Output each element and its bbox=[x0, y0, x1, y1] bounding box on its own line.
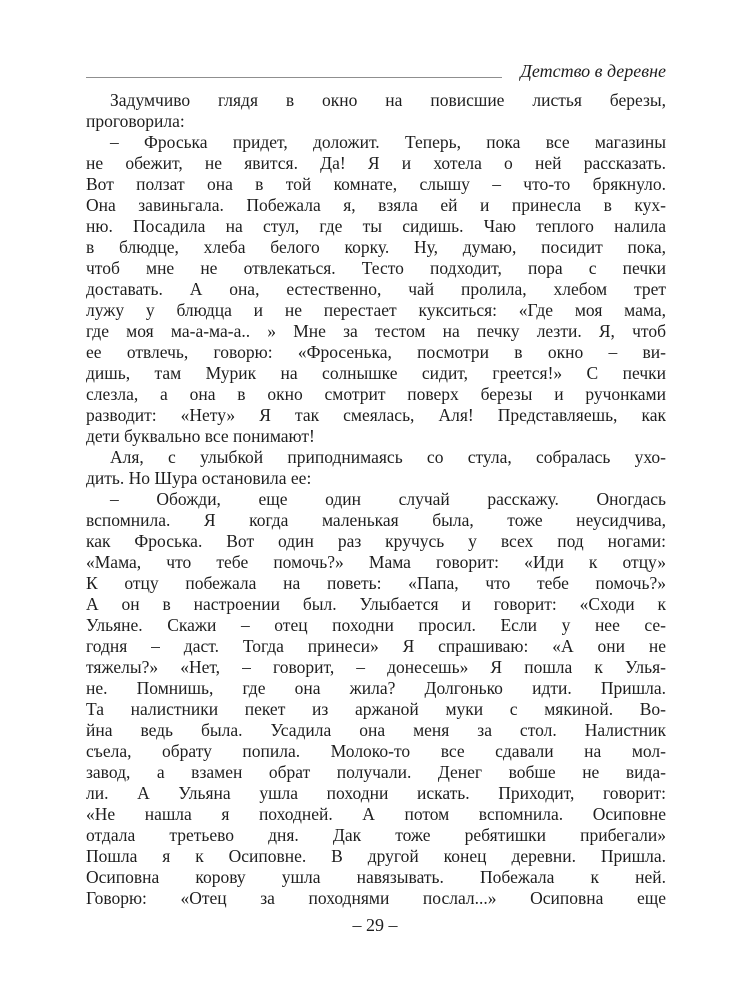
text-line: разводит: «Нету» Я так смеялась, Аля! Представляешь, как bbox=[86, 405, 666, 425]
text-line: дить. Но Шура остановила ее: bbox=[86, 468, 312, 488]
text-line: К отцу побежала на поветь: «Папа, что тебе помочь?» bbox=[86, 573, 666, 593]
paragraph-2 bbox=[86, 132, 666, 447]
text-line: отдала третьево дня. Дак тоже ребятишки прибегали» bbox=[86, 825, 666, 845]
chapter-title: Детство в деревне bbox=[520, 61, 666, 81]
text-line: Говорю: «Отец за походнями послал...» Осиповна еще bbox=[86, 888, 666, 908]
text-line: где моя ма-а-ма-а.. » Мне за тестом на печку лезти. Я, чтоб bbox=[86, 321, 666, 341]
text-line: – Фроська придет, доложит. Теперь, пока все магазины bbox=[110, 132, 666, 152]
running-header bbox=[86, 58, 666, 82]
text-line: завод, а взамен обрат получали. Денег вобше не вида- bbox=[86, 762, 666, 782]
text-line: слезла, а она в окно смотрит поверх березы и ручонками bbox=[86, 384, 666, 404]
text-line: не обежит, не явится. Да! Я и хотела о ней рассказать. bbox=[86, 153, 666, 173]
text-line: Она завиньгала. Побежала я, взяла ей и принесла в кух- bbox=[86, 195, 666, 215]
text-line: Та налистники пекет из аржаной муки с мякиной. Во- bbox=[86, 699, 666, 719]
page-number: – 29 – bbox=[352, 915, 398, 935]
text-line: как Фроська. Вот один раз кручусь у всех под ногами: bbox=[86, 531, 666, 551]
text-line: ее отвлечь, говорю: «Фросенька, посмотри в окно – ви- bbox=[86, 342, 666, 362]
text-line: тяжелы?» «Нет, – говорит, – донесешь» Я пошла к Улья- bbox=[86, 657, 666, 677]
text-line: дишь, там Мурик на солнышке сидит, греется!» С печки bbox=[86, 363, 666, 383]
text-line: Осиповна корову ушла навязывать. Побежала к ней. bbox=[86, 867, 666, 887]
text-line: дети буквально все понимают! bbox=[86, 426, 315, 446]
text-line: Задумчиво глядя в окно на повисшие листья березы, bbox=[110, 90, 666, 110]
text-line: проговорила: bbox=[86, 111, 185, 131]
text-line: йна ведь была. Усадила она меня за стол. Налистник bbox=[86, 720, 666, 740]
text-line: «Не нашла я походней. А потом вспомнила. Осиповне bbox=[86, 804, 666, 824]
text-line: А он в настроении был. Улыбается и говорит: «Сходи к bbox=[86, 594, 666, 614]
text-line: годня – даст. Тогда принеси» Я спрашиваю: «А они не bbox=[86, 636, 666, 656]
paragraph-4 bbox=[86, 489, 666, 909]
text-line: доставать. А она, естественно, чай пролила, хлебом трет bbox=[86, 279, 666, 299]
header-rule bbox=[86, 77, 502, 78]
text-line: съела, обрату попила. Молоко-то все сдавали на мол- bbox=[86, 741, 666, 761]
text-line: Ульяне. Скажи – отец походни просил. Если у нее се- bbox=[86, 615, 666, 635]
text-line: «Мама, что тебе помочь?» Мама говорит: «Иди к отцу» bbox=[86, 552, 666, 572]
text-line: Пошла я к Осиповне. В другой конец деревни. Пришла. bbox=[86, 846, 666, 866]
text-line: чтоб мне не отвлекаться. Тесто подходит, пора с печки bbox=[86, 258, 666, 278]
text-line: в блюдце, хлеба белого корку. Ну, думаю, посидит пока, bbox=[86, 237, 666, 257]
paragraph-3 bbox=[86, 447, 666, 489]
paragraph-1 bbox=[86, 90, 666, 132]
text-line: Аля, с улыбкой приподнимаясь со стула, собралась ухо- bbox=[110, 447, 666, 467]
text-line: лужу у блюдца и не перестает кукситься: «Где моя мама, bbox=[86, 300, 666, 320]
text-line: – Обожди, еще один случай расскажу. Оногдась bbox=[110, 489, 666, 509]
text-line: не. Помнишь, где она жила? Долгонько идти. Пришла. bbox=[86, 678, 666, 698]
text-line: ли. А Ульяна ушла походни искать. Приходит, говорит: bbox=[86, 783, 666, 803]
text-line: Вот ползат она в той комнате, слышу – что-то брякнуло. bbox=[86, 174, 666, 194]
text-line: ню. Посадила на стул, где ты сидишь. Чаю теплого налила bbox=[86, 216, 666, 236]
page-footer bbox=[0, 914, 750, 936]
text-line: вспомнила. Я когда маленькая была, тоже неусидчива, bbox=[86, 510, 666, 530]
body-text bbox=[86, 90, 666, 909]
